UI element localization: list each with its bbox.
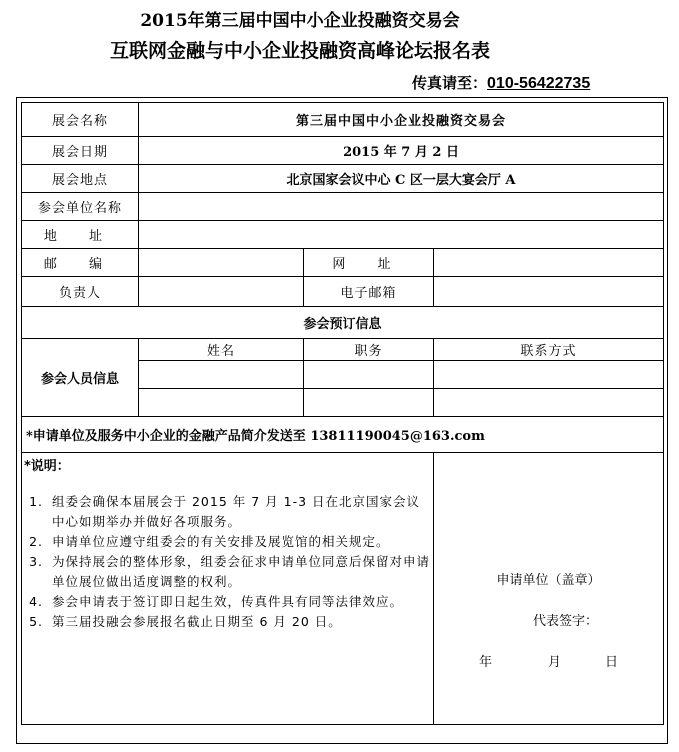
applicant-seal-label: 申请单位（盖章） [496,573,601,588]
booking-header: 参会预订信息 [22,307,664,339]
fax-number: 010-56422735 [487,75,591,92]
fax-line [412,72,590,93]
row-attendee-header [22,339,664,361]
row-booking-header [22,307,664,339]
company-label: 参会单位名称 [22,193,139,221]
company-field[interactable] [139,193,664,221]
form-title: 2015年第三届中国中小企业投融资交易会 [140,11,460,31]
email-field[interactable] [434,277,664,307]
email-label: 电子邮箱 [304,277,434,307]
registration-form [21,102,663,739]
day-label: 日 [605,655,619,670]
person-label: 负责人 [22,277,139,307]
person-field[interactable] [139,277,304,307]
note-item: 3. 为保持展会的整体形象，组委会征求申请单位同意后保留对申请单位展位做出适度调整的权利。 [48,552,433,592]
address-label: 地 址 [22,221,139,249]
col-name-header: 姓名 [139,339,304,361]
col-contact-header: 联系方式 [434,339,664,361]
postcode-field[interactable] [139,249,304,277]
year-label: 年 [478,655,492,670]
rep-signature-label: 代表签字： [533,614,599,629]
note-item: 1. 组委会确保本届展会于 2015 年 7 月 1-3 日在北京国家会议中心如期举办并做好各项服务。 [48,492,433,532]
row-person [22,277,664,307]
attendee-name-field[interactable] [139,389,304,417]
note-item: 5. 第三届投融会参展报名截止日期至 6 月 20 日。 [48,612,433,632]
row-postcode [22,249,664,277]
note-item: 2. 申请单位应遵守组委会的有关安排及展览馆的相关规定。 [48,532,433,552]
exhibition-venue-value[interactable]: 北京国家会议中心 C 区一层大宴会厅 A [139,165,664,193]
row-exhibition-venue [22,165,664,193]
row-exhibition-name [22,103,664,137]
row-company [22,193,664,221]
notes-heading: *说明： [24,459,70,474]
attendee-name-field[interactable] [139,361,304,389]
attendee-contact-field[interactable] [434,389,664,417]
attendee-position-field[interactable] [304,361,434,389]
date-line [434,651,663,670]
exhibition-name-value[interactable]: 第三届中国中小企业投融资交易会 [139,103,664,137]
note-item: 4. 参会申请表于签订即日起生效，传真件具有同等法律效应。 [48,592,433,612]
month-label: 月 [548,655,562,670]
row-address [22,221,664,249]
row-notes [22,453,664,725]
exhibition-date-value[interactable]: 2015 年 7 月 2 日 [139,137,664,165]
exhibition-venue-label: 展会地点 [22,165,139,193]
attendee-info-label: 参会人员信息 [22,339,139,417]
notes-section [22,453,434,725]
exhibition-date-label: 展会日期 [22,137,139,165]
address-field[interactable] [139,221,664,249]
row-notice [22,417,664,453]
form-subtitle: 互联网金融与中小企业投融资高峰论坛报名表 [109,40,490,62]
attendee-contact-field[interactable] [434,361,664,389]
col-position-header: 职务 [304,339,434,361]
website-label: 网 址 [304,249,434,277]
website-field[interactable] [434,249,664,277]
signature-section[interactable] [434,453,664,725]
row-exhibition-date [22,137,664,165]
notes-list [22,492,433,632]
attendee-position-field[interactable] [304,389,434,417]
fax-label: 传真请至： [412,74,488,92]
exhibition-name-label: 展会名称 [22,103,139,137]
postcode-label: 邮 编 [22,249,139,277]
submission-notice: *申请单位及服务中小企业的金融产品简介发送至 13811190045@163.com [22,417,664,453]
